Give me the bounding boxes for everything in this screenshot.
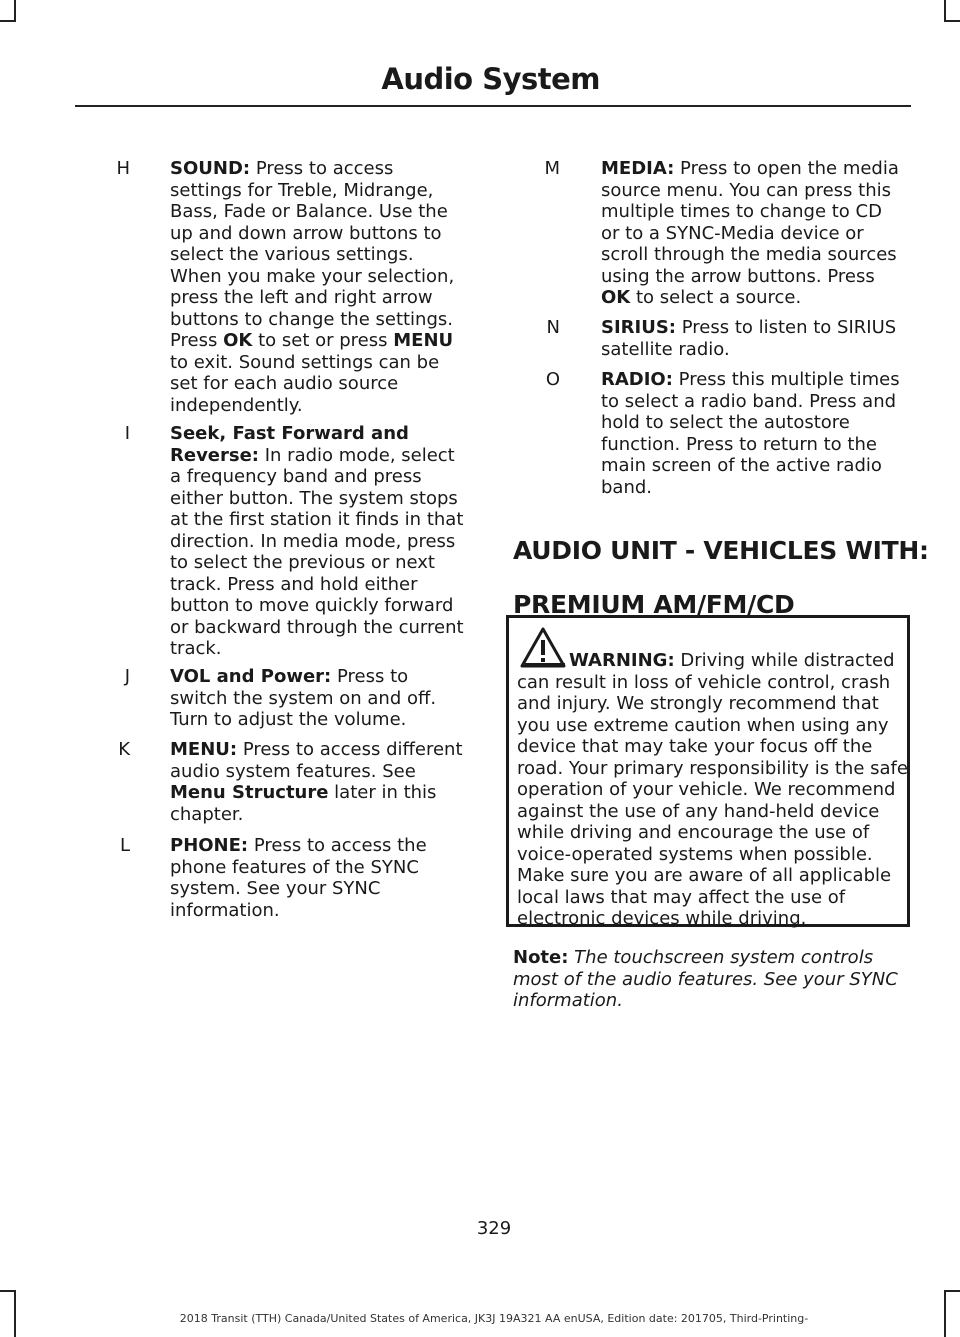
entry-body: VOL and Power: Press to switch the system on and off. Turn to adjust the volume.: [170, 666, 437, 730]
warning-text: WARNING: Driving while distracted can result in loss of vehicle control, crash and injury. We strongly recommend that you use extreme caution when using any device that may take your focus off the road. Your primary responsibility is the safe operation of your vehicle. We recommend against the use of any hand-held device while driving and encourage the use of voice-operated systems when possible. Make sure you are aware of all applicable local laws that may affect the use of electronic devices while driving.: [517, 650, 908, 929]
entry-label: Seek, Fast Forward and Reverse:: [170, 423, 409, 466]
entry-letter: M: [544, 158, 560, 179]
entry-letter: I: [124, 423, 130, 444]
crop-mark: [944, 0, 946, 22]
note-label: Note:: [513, 947, 569, 968]
entry-letter: O: [545, 369, 560, 390]
page-title: Audio System: [381, 62, 600, 96]
section-heading-line1: AUDIO UNIT - VEHICLES WITH:: [513, 536, 929, 565]
crop-mark: [14, 0, 16, 22]
warning-label: WARNING:: [569, 650, 675, 671]
entry-label: PHONE:: [170, 835, 249, 856]
crop-mark: [944, 20, 960, 22]
entry-letter: L: [119, 835, 130, 856]
entry-label: MENU:: [170, 739, 238, 760]
crop-mark: [0, 1290, 16, 1292]
entry-body: SOUND: Press to access settings for Treble, Midrange, Bass, Fade or Balance. Use the up and down arrow buttons to select the various settings. When you make your selection, press the left and right arrow buttons to change the settings. Press OK to set or press MENU to exit. Sound settings can be set for each audio source independently.: [170, 158, 455, 416]
entry-letter: N: [546, 317, 560, 338]
entry-letter: H: [116, 158, 130, 179]
entry-body: PHONE: Press to access the phone features of the SYNC system. See your SYNC information.: [170, 835, 427, 921]
entry-body: SIRIUS: Press to listen to SIRIUS satellite radio.: [601, 317, 897, 360]
footer: 2018 Transit (TTH) Canada/United States of America, JK3J 19A321 AA enUSA, Edition date: 201705, Third-Printing-: [179, 1312, 809, 1325]
entry-letter: K: [118, 739, 130, 760]
crop-mark: [0, 20, 16, 22]
header-divider: [75, 105, 911, 107]
entry-letter: J: [124, 666, 130, 687]
entry-body: MENU: Press to access different audio system features. See Menu Structure later in this chapter.: [170, 739, 463, 825]
entry-body: RADIO: Press this multiple times to select a radio band. Press and hold to select the autostore function. Press to return to the main screen of the active radio band.: [601, 369, 900, 498]
entry-label: VOL and Power:: [170, 666, 332, 687]
page-number: 329: [476, 1218, 512, 1239]
entry-label: SIRIUS:: [601, 317, 676, 338]
note: [513, 947, 908, 1012]
entry-label: MEDIA:: [601, 158, 675, 179]
entry-body: Seek, Fast Forward and Reverse: In radio mode, select a frequency band and press either button. The system stops at the first station it finds in that direction. In media mode, press to select the previous or next track. Press and hold either button to move quickly forward or backward through the current track.: [170, 423, 464, 659]
entry-label: SOUND:: [170, 158, 251, 179]
crop-mark: [944, 1290, 960, 1292]
entry-body: MEDIA: Press to open the media source menu. You can press this multiple times to change to CD or to a SYNC-Media device or scroll through the media sources using the arrow buttons. Press OK to select a source.: [601, 158, 899, 308]
note-text: The touchscreen system controls most of the audio features. See your SYNC information.: [513, 947, 898, 1011]
entry-label: RADIO:: [601, 369, 673, 390]
section-heading-line2: PREMIUM AM/FM/CD: [513, 590, 795, 619]
warning-box: [506, 615, 910, 927]
